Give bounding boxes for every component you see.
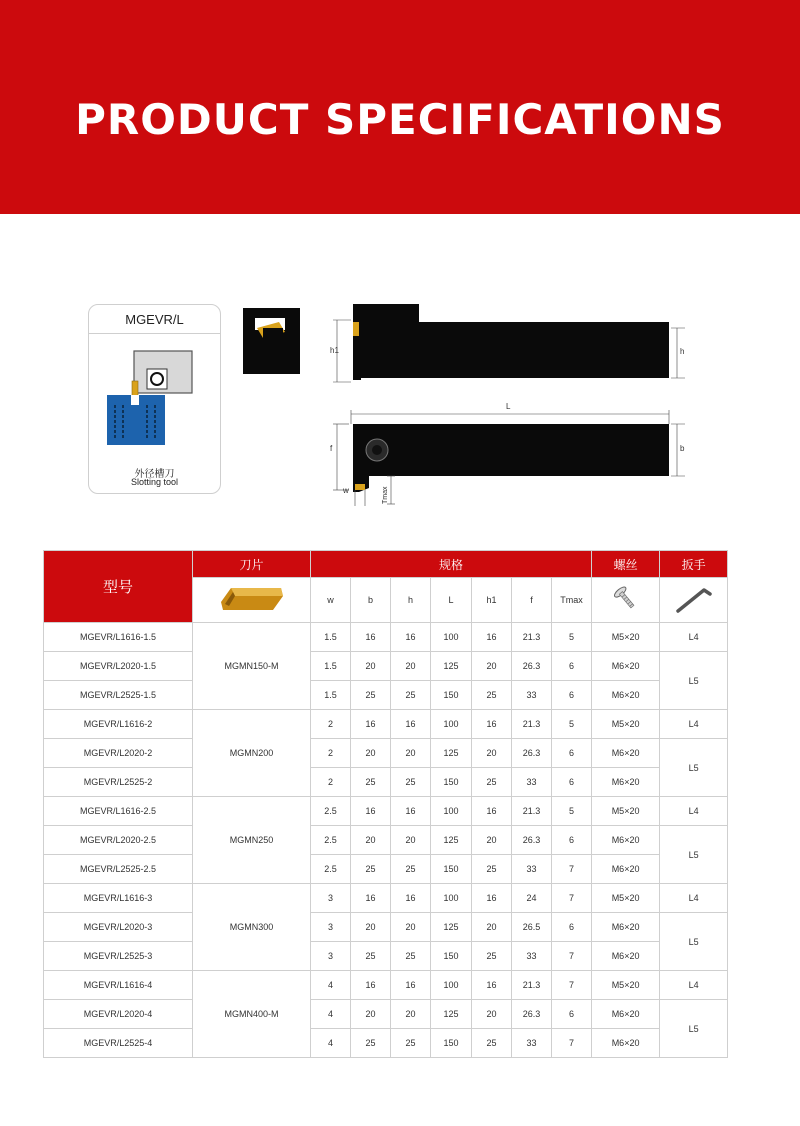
model-cell: MGEVR/L2020-2.5 (44, 826, 193, 855)
col-b: b (351, 578, 391, 623)
spec-L-cell: 100 (431, 710, 472, 739)
table-row (44, 913, 728, 942)
screw-cell: M5×20 (592, 623, 660, 652)
dim-f-label: f (330, 444, 333, 453)
spec-w-cell: 2 (311, 768, 351, 797)
spec-tmax-cell: 6 (552, 913, 592, 942)
hex-wrench-icon (674, 584, 714, 614)
spec-f-cell: 24 (512, 884, 552, 913)
spec-w-cell: 4 (311, 1029, 351, 1058)
screw-cell: M6×20 (592, 1029, 660, 1058)
wrench-cell: L5 (660, 913, 728, 971)
spec-h1-cell: 20 (472, 913, 512, 942)
spec-h-cell: 25 (391, 1029, 431, 1058)
spec-h1-cell: 25 (472, 855, 512, 884)
model-cell: MGEVR/L2525-1.5 (44, 681, 193, 710)
wrench-cell: L4 (660, 623, 728, 652)
spec-h1-cell: 20 (472, 652, 512, 681)
col-tmax: Tmax (552, 578, 592, 623)
spec-w-cell: 2 (311, 739, 351, 768)
page-title: PRODUCT SPECIFICATIONS (75, 94, 725, 144)
title-banner (0, 0, 800, 214)
col-f: f (512, 578, 552, 623)
spec-h1-cell: 16 (472, 710, 512, 739)
table-row (44, 797, 728, 826)
spec-h1-cell: 20 (472, 739, 512, 768)
dim-b-label: b (680, 444, 685, 453)
model-cell: MGEVR/L2020-4 (44, 1000, 193, 1029)
screw-cell: M6×20 (592, 826, 660, 855)
wrench-cell: L5 (660, 739, 728, 797)
spec-L-cell: 100 (431, 797, 472, 826)
wrench-cell: L5 (660, 826, 728, 884)
insert-cell: MGMN400-M (193, 971, 311, 1058)
table-row (44, 971, 728, 1000)
spec-f-cell: 26.3 (512, 652, 552, 681)
spec-f-cell: 21.3 (512, 710, 552, 739)
spec-f-cell: 26.5 (512, 913, 552, 942)
col-L: L (431, 578, 472, 623)
screw-cell: M5×20 (592, 884, 660, 913)
spec-h-cell: 25 (391, 681, 431, 710)
screw-cell: M6×20 (592, 768, 660, 797)
spec-tmax-cell: 7 (552, 884, 592, 913)
spec-h-cell: 25 (391, 855, 431, 884)
spec-tmax-cell: 6 (552, 681, 592, 710)
spec-h-cell: 16 (391, 623, 431, 652)
spec-h-cell: 20 (391, 913, 431, 942)
dim-L-label: L (506, 402, 511, 411)
spec-b-cell: 16 (351, 623, 391, 652)
model-cell: MGEVR/L2020-2 (44, 739, 193, 768)
spec-w-cell: 3 (311, 942, 351, 971)
spec-h1-cell: 16 (472, 884, 512, 913)
dim-h1-label: h1 (330, 346, 339, 355)
spec-b-cell: 25 (351, 768, 391, 797)
spec-h-cell: 20 (391, 739, 431, 768)
model-cell: MGEVR/L2525-4 (44, 1029, 193, 1058)
table-row (44, 1000, 728, 1029)
spec-L-cell: 150 (431, 768, 472, 797)
screw-icon (611, 584, 641, 614)
slotting-illustration (89, 335, 222, 465)
spec-L-cell: 150 (431, 1029, 472, 1058)
spec-L-cell: 100 (431, 623, 472, 652)
spec-f-cell: 33 (512, 768, 552, 797)
table-row (44, 681, 728, 710)
spec-h-cell: 25 (391, 942, 431, 971)
spec-b-cell: 25 (351, 855, 391, 884)
spec-b-cell: 25 (351, 1029, 391, 1058)
spec-L-cell: 150 (431, 681, 472, 710)
spec-L-cell: 100 (431, 884, 472, 913)
col-w: w (311, 578, 351, 623)
end-view-drawing (243, 306, 303, 376)
insert-cell: MGMN150-M (193, 623, 311, 710)
spec-w-cell: 1.5 (311, 623, 351, 652)
spec-tmax-cell: 7 (552, 855, 592, 884)
spec-table-body (44, 623, 728, 1058)
spec-w-cell: 2.5 (311, 826, 351, 855)
spec-f-cell: 21.3 (512, 797, 552, 826)
spec-w-cell: 3 (311, 884, 351, 913)
spec-w-cell: 4 (311, 971, 351, 1000)
screw-cell: M5×20 (592, 710, 660, 739)
spec-b-cell: 16 (351, 971, 391, 1000)
wrench-cell: L4 (660, 971, 728, 1000)
table-row (44, 652, 728, 681)
spec-h1-cell: 25 (472, 681, 512, 710)
spec-b-cell: 16 (351, 797, 391, 826)
table-row (44, 768, 728, 797)
header-model: 型号 (44, 551, 193, 623)
wrench-cell: L4 (660, 710, 728, 739)
wrench-cell: L5 (660, 652, 728, 710)
screw-cell: M6×20 (592, 739, 660, 768)
top-view-drawing (325, 404, 685, 514)
spec-h-cell: 16 (391, 710, 431, 739)
header-wrench: 扳手 (660, 551, 728, 578)
spec-h-cell: 25 (391, 768, 431, 797)
spec-table (43, 550, 728, 1058)
model-cell: MGEVR/L2020-1.5 (44, 652, 193, 681)
model-cell: MGEVR/L1616-2.5 (44, 797, 193, 826)
model-cell: MGEVR/L2525-3 (44, 942, 193, 971)
screw-cell: M6×20 (592, 652, 660, 681)
spec-b-cell: 20 (351, 739, 391, 768)
table-row (44, 942, 728, 971)
spec-h1-cell: 16 (472, 797, 512, 826)
model-cell: MGEVR/L1616-3 (44, 884, 193, 913)
spec-w-cell: 2.5 (311, 855, 351, 884)
card-model-label: MGEVR/L (89, 305, 220, 334)
spec-tmax-cell: 7 (552, 971, 592, 1000)
model-cell: MGEVR/L1616-1.5 (44, 623, 193, 652)
spec-tmax-cell: 6 (552, 739, 592, 768)
spec-b-cell: 20 (351, 826, 391, 855)
table-row (44, 855, 728, 884)
insert-image-cell (193, 578, 311, 623)
spec-f-cell: 33 (512, 942, 552, 971)
spec-h1-cell: 25 (472, 768, 512, 797)
spec-f-cell: 33 (512, 681, 552, 710)
spec-b-cell: 16 (351, 884, 391, 913)
table-row (44, 1029, 728, 1058)
spec-tmax-cell: 6 (552, 826, 592, 855)
insert-cell: MGMN250 (193, 797, 311, 884)
screw-cell: M6×20 (592, 1000, 660, 1029)
spec-L-cell: 125 (431, 652, 472, 681)
spec-h1-cell: 20 (472, 1000, 512, 1029)
spec-b-cell: 20 (351, 913, 391, 942)
spec-b-cell: 20 (351, 1000, 391, 1029)
spec-w-cell: 1.5 (311, 681, 351, 710)
spec-h-cell: 16 (391, 884, 431, 913)
spec-b-cell: 25 (351, 942, 391, 971)
card-label-cn: 外径槽刀 (134, 469, 175, 480)
spec-tmax-cell: 6 (552, 652, 592, 681)
header-specs: 规格 (311, 551, 592, 578)
side-view-drawing (325, 300, 685, 390)
wrench-cell: L4 (660, 797, 728, 826)
tool-type-card (88, 304, 221, 494)
spec-b-cell: 25 (351, 681, 391, 710)
table-row (44, 739, 728, 768)
spec-L-cell: 150 (431, 855, 472, 884)
screw-cell: M5×20 (592, 971, 660, 1000)
spec-L-cell: 125 (431, 913, 472, 942)
technical-diagram (0, 214, 800, 544)
spec-b-cell: 16 (351, 710, 391, 739)
wrench-cell: L5 (660, 1000, 728, 1058)
spec-tmax-cell: 6 (552, 1000, 592, 1029)
spec-h1-cell: 25 (472, 1029, 512, 1058)
spec-tmax-cell: 6 (552, 768, 592, 797)
header-screw: 螺丝 (592, 551, 660, 578)
dim-tmax-label: Tmax (382, 486, 389, 504)
spec-h-cell: 20 (391, 652, 431, 681)
spec-f-cell: 33 (512, 855, 552, 884)
insert-icon (217, 582, 287, 616)
spec-tmax-cell: 5 (552, 797, 592, 826)
screw-cell: M6×20 (592, 855, 660, 884)
spec-w-cell: 4 (311, 1000, 351, 1029)
spec-tmax-cell: 5 (552, 623, 592, 652)
table-row (44, 623, 728, 652)
spec-L-cell: 125 (431, 739, 472, 768)
spec-L-cell: 125 (431, 1000, 472, 1029)
spec-tmax-cell: 5 (552, 710, 592, 739)
spec-f-cell: 21.3 (512, 623, 552, 652)
spec-w-cell: 2 (311, 710, 351, 739)
table-row (44, 884, 728, 913)
spec-h1-cell: 25 (472, 942, 512, 971)
spec-L-cell: 125 (431, 826, 472, 855)
spec-tmax-cell: 7 (552, 942, 592, 971)
screw-cell: M6×20 (592, 681, 660, 710)
spec-h1-cell: 16 (472, 971, 512, 1000)
insert-cell: MGMN200 (193, 710, 311, 797)
col-h1: h1 (472, 578, 512, 623)
spec-f-cell: 26.3 (512, 826, 552, 855)
header-insert: 刀片 (193, 551, 311, 578)
table-row (44, 826, 728, 855)
wrench-cell: L4 (660, 884, 728, 913)
spec-h-cell: 16 (391, 797, 431, 826)
spec-h-cell: 20 (391, 1000, 431, 1029)
wrench-image-cell (660, 578, 728, 623)
model-cell: MGEVR/L1616-4 (44, 971, 193, 1000)
spec-L-cell: 100 (431, 971, 472, 1000)
spec-f-cell: 33 (512, 1029, 552, 1058)
spec-h1-cell: 16 (472, 623, 512, 652)
dim-h-label: h (680, 347, 685, 356)
screw-cell: M6×20 (592, 942, 660, 971)
spec-L-cell: 150 (431, 942, 472, 971)
screw-cell: M5×20 (592, 797, 660, 826)
spec-b-cell: 20 (351, 652, 391, 681)
spec-w-cell: 3 (311, 913, 351, 942)
dim-w-label: w (343, 486, 349, 495)
screw-image-cell (592, 578, 660, 623)
table-row (44, 710, 728, 739)
spec-tmax-cell: 7 (552, 1029, 592, 1058)
screw-cell: M6×20 (592, 913, 660, 942)
spec-w-cell: 2.5 (311, 797, 351, 826)
card-label-en: Slotting tool (130, 477, 179, 487)
col-h: h (391, 578, 431, 623)
model-cell: MGEVR/L2020-3 (44, 913, 193, 942)
model-cell: MGEVR/L2525-2 (44, 768, 193, 797)
spec-w-cell: 1.5 (311, 652, 351, 681)
spec-f-cell: 26.3 (512, 739, 552, 768)
model-cell: MGEVR/L2525-2.5 (44, 855, 193, 884)
spec-h1-cell: 20 (472, 826, 512, 855)
spec-f-cell: 26.3 (512, 1000, 552, 1029)
spec-h-cell: 20 (391, 826, 431, 855)
insert-cell: MGMN300 (193, 884, 311, 971)
model-cell: MGEVR/L1616-2 (44, 710, 193, 739)
spec-f-cell: 21.3 (512, 971, 552, 1000)
spec-h-cell: 16 (391, 971, 431, 1000)
